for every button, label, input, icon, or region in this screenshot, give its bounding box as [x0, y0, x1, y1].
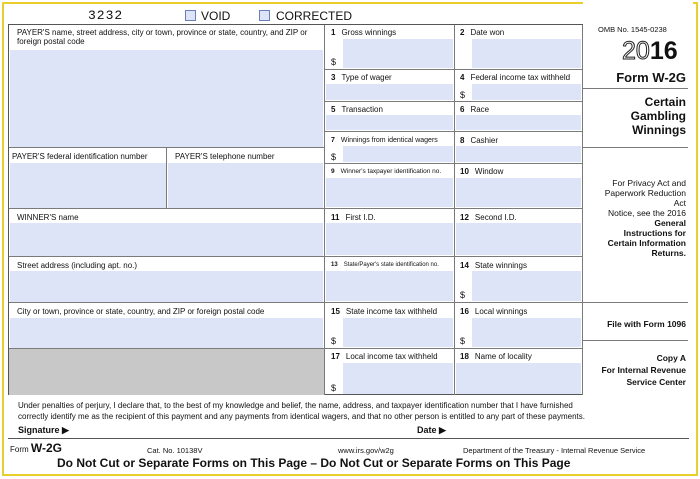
- box5-field[interactable]: [326, 115, 453, 130]
- box7-label: 7 Winnings from identical wagers: [331, 137, 438, 144]
- box11-label: 11 First I.D.: [331, 213, 376, 222]
- box1-field[interactable]: [343, 39, 453, 68]
- void-checkbox[interactable]: [185, 10, 196, 21]
- box13-label: 13 State/Payer's state identification no.: [331, 262, 439, 268]
- file-with: File with Form 1096: [607, 319, 686, 329]
- box12-label: 12 Second I.D.: [460, 213, 517, 222]
- payer-name-field[interactable]: [10, 50, 323, 147]
- copy-line-3: Service Center: [626, 377, 686, 387]
- footer-form-name: W-2G: [30, 441, 62, 455]
- box8-field[interactable]: [456, 146, 581, 162]
- box15-dollar: $: [331, 336, 337, 346]
- catalog-number: Cat. No. 10138V: [147, 446, 203, 455]
- privacy-line-1: For Privacy Act and: [612, 178, 686, 188]
- tax-year-suffix: 16: [649, 37, 678, 65]
- box5-label: 5 Transaction: [331, 105, 383, 114]
- notice-line-2: General: [654, 218, 686, 228]
- corrected-checkbox[interactable]: [259, 10, 270, 21]
- box13-field[interactable]: [326, 271, 453, 301]
- box10-label: 10 Window: [460, 167, 504, 176]
- winner-street-label: Street address (including apt. no.): [17, 261, 138, 270]
- box14-field[interactable]: [472, 271, 581, 301]
- signature-label: Signature ▶: [18, 425, 69, 435]
- title-line-2: Gambling: [630, 109, 686, 123]
- box16-field[interactable]: [472, 318, 581, 347]
- payer-phone-field[interactable]: [168, 163, 323, 208]
- box16-dollar: $: [460, 336, 466, 346]
- box12-field[interactable]: [456, 223, 581, 255]
- box18-label: 18 Name of locality: [460, 352, 532, 361]
- privacy-line-3: Act: [673, 198, 686, 208]
- perjury-line-1: Under penalties of perjury, I declare that, to the best of my knowledge and belief, the name, address, and taxpayer identification number that I have furnished: [18, 401, 573, 410]
- copy-line-2: For Internal Revenue: [601, 365, 686, 375]
- winner-city-label: City or town, province or state, country, and ZIP or foreign postal code: [17, 307, 265, 316]
- box9-label: 9 Winner's taxpayer identification no.: [331, 168, 442, 175]
- notice-line-3: Instructions for: [623, 228, 686, 238]
- box9-field[interactable]: [326, 178, 453, 207]
- box4-label: 4 Federal income tax withheld: [460, 73, 571, 82]
- box17-label: 17 Local income tax withheld: [331, 352, 438, 361]
- perjury-statement: [18, 400, 688, 422]
- notice-line-5: Returns.: [651, 248, 686, 258]
- box2-field[interactable]: [472, 39, 581, 68]
- box1-dollar: $: [331, 57, 337, 67]
- payer-fed-id-label: PAYER'S federal identification number: [12, 152, 148, 161]
- payer-phone-label: PAYER'S telephone number: [175, 152, 275, 161]
- notice-line-1: Notice, see the 2016: [608, 208, 686, 218]
- title-line-3: Winnings: [632, 123, 686, 137]
- shaded-area: [9, 349, 324, 395]
- winner-street-field[interactable]: [10, 271, 323, 302]
- department: Department of the Treasury - Internal Revenue Service: [463, 446, 646, 455]
- box14-dollar: $: [460, 290, 466, 300]
- tax-year-prefix: 20: [622, 37, 650, 65]
- box3-label: 3 Type of wager: [331, 73, 392, 82]
- box2-label: 2 Date won: [460, 28, 505, 37]
- box6-field[interactable]: [456, 115, 581, 130]
- box17-dollar: $: [331, 383, 337, 393]
- omb-number: OMB No. 1545-0238: [598, 25, 667, 34]
- box7-dollar: $: [331, 152, 337, 162]
- privacy-notice: [588, 178, 686, 258]
- box4-field[interactable]: [472, 84, 581, 100]
- do-not-cut-notice: Do Not Cut or Separate Forms on This Page – Do Not Cut or Separate Forms on This Page: [57, 456, 571, 470]
- date-label: Date ▶: [417, 425, 446, 435]
- notice-line-4: Certain Information: [607, 238, 686, 248]
- box3-field[interactable]: [326, 84, 453, 100]
- winner-name-field[interactable]: [10, 223, 323, 256]
- box4-dollar: $: [460, 90, 466, 100]
- box15-label: 15 State income tax withheld: [331, 307, 438, 316]
- box11-field[interactable]: [326, 223, 453, 255]
- winner-name-label: WINNER'S name: [17, 213, 79, 222]
- box8-label: 8 Cashier: [460, 136, 499, 145]
- copy-designation: [588, 352, 686, 388]
- copy-line-1: Copy A: [656, 353, 686, 363]
- box6-label: 6 Race: [460, 105, 490, 114]
- tax-year: [622, 38, 678, 64]
- footer-form-id: [10, 441, 62, 455]
- privacy-line-2: Paperwork Reduction: [604, 188, 686, 198]
- box18-field[interactable]: [456, 363, 581, 394]
- payer-fed-id-field[interactable]: [10, 163, 166, 208]
- box17-field[interactable]: [343, 363, 453, 394]
- perjury-line-2: correctly identify me as the recipient of this payment and any payments from identical wagers, and that no other person is entitled to any part of these payments.: [18, 412, 585, 421]
- box14-label: 14 State winnings: [460, 261, 527, 270]
- box15-field[interactable]: [343, 318, 453, 347]
- signature-rule: [8, 438, 689, 439]
- corrected-label: CORRECTED: [276, 9, 353, 23]
- footer-form-prefix: Form: [10, 445, 29, 454]
- box7-field[interactable]: [343, 146, 453, 162]
- title-line-1: Certain: [644, 95, 686, 109]
- form-name: Form W-2G: [616, 70, 686, 85]
- box16-label: 16 Local winnings: [460, 307, 528, 316]
- irs-url: www.irs.gov/w2g: [338, 446, 394, 455]
- box1-label: 1 Gross winnings: [331, 28, 397, 37]
- payer-name-label: PAYER'S name, street address, city or town, province or state, country, and ZIP or foreign postal code: [17, 28, 308, 46]
- box10-field[interactable]: [456, 178, 581, 207]
- winner-city-field[interactable]: [10, 318, 323, 348]
- void-label: VOID: [201, 9, 231, 23]
- form-code: 3232: [88, 8, 124, 23]
- form-title: [588, 95, 686, 137]
